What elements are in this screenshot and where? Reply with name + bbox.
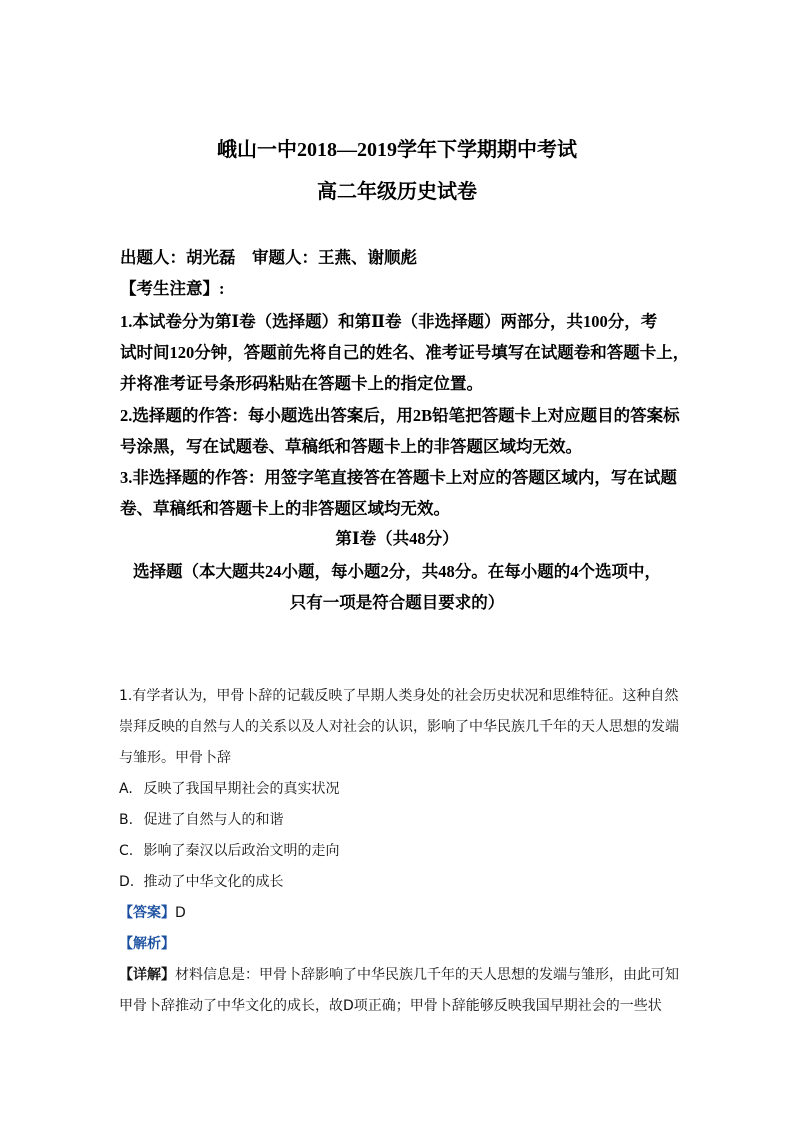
question-stem-line: 崇拜反映的自然与人的关系以及人对社会的认识，影响了中华民族几千年的天人思想的发端	[119, 719, 679, 735]
answer-tag: 【答案】	[119, 905, 175, 921]
detail-tag: 【详解】	[119, 967, 175, 983]
author-info: 出题人：胡光磊 审题人：王燕、谢顺彪	[120, 248, 417, 267]
option-a	[119, 779, 339, 799]
option-text: 反映了我国早期社会的真实状况	[143, 781, 340, 797]
notice-heading: 【考生注意】:	[120, 279, 225, 298]
answer-line	[119, 903, 186, 923]
option-d	[119, 872, 283, 892]
notice-line: 2.选择题的作答：每小题选出答案后，用2B铅笔把答题卡上对应题目的答案标	[120, 406, 680, 425]
detail-text: 材料信息是：甲骨卜辞影响了中华民族几千年的天人思想的发端与雏形，由此可知	[175, 967, 679, 983]
answer-value: D	[175, 905, 186, 921]
analysis-tag: 【解析】	[119, 936, 175, 952]
option-c	[119, 841, 339, 861]
option-b	[119, 810, 283, 830]
notice-line: 号涂黑，写在试题卷、草稿纸和答题卡上的非答题区域均无效。	[120, 437, 582, 456]
section-instruction: 选择题（本大题共24小题，每小题2分，共48分。在每小题的4个选项中，	[133, 562, 661, 581]
analysis-line	[119, 934, 175, 954]
exam-title: 峨山一中2018—2019学年下学期期中考试	[217, 139, 577, 161]
option-label: D.	[119, 874, 135, 890]
notice-line: 3.非选择题的作答：用签字笔直接答在答题卡上对应的答题区域内，写在试题	[120, 468, 677, 487]
detail-line: 甲骨卜辞推动了中华文化的成长，故D项正确；甲骨卜辞能够反映我国早期社会的一些状	[119, 998, 662, 1014]
notice-line: 1.本试卷分为第Ⅰ卷（选择题）和第Ⅱ卷（非选择题）两部分，共100分，考	[120, 312, 658, 331]
option-label: A.	[119, 781, 133, 797]
section-heading: 第Ⅰ卷（共48分）	[335, 529, 459, 548]
question-stem-line: 1.有学者认为，甲骨卜辞的记载反映了早期人类身处的社会历史状况和思维特征。这种自然	[119, 688, 679, 704]
notice-line: 并将准考证号条形码粘贴在答题卡上的指定位置。	[120, 374, 483, 393]
option-text: 影响了秦汉以后政治文明的走向	[143, 843, 340, 859]
notice-line: 试时间120分钟，答题前先将自己的姓名、准考证号填写在试题卷和答题卡上，	[120, 343, 690, 362]
notice-line: 卷、草稿纸和答题卡上的非答题区域均无效。	[120, 499, 450, 518]
detail-line	[119, 965, 679, 985]
section-instruction: 只有一项是符合题目要求的）	[289, 593, 505, 612]
exam-subtitle: 高二年级历史试卷	[317, 181, 477, 203]
option-label: B.	[119, 812, 134, 828]
option-text: 推动了中华文化的成长	[143, 874, 284, 890]
option-label: C.	[119, 843, 134, 859]
option-text: 促进了自然与人的和谐	[143, 812, 284, 828]
question-stem-line: 与雏形。甲骨卜辞	[119, 750, 231, 766]
